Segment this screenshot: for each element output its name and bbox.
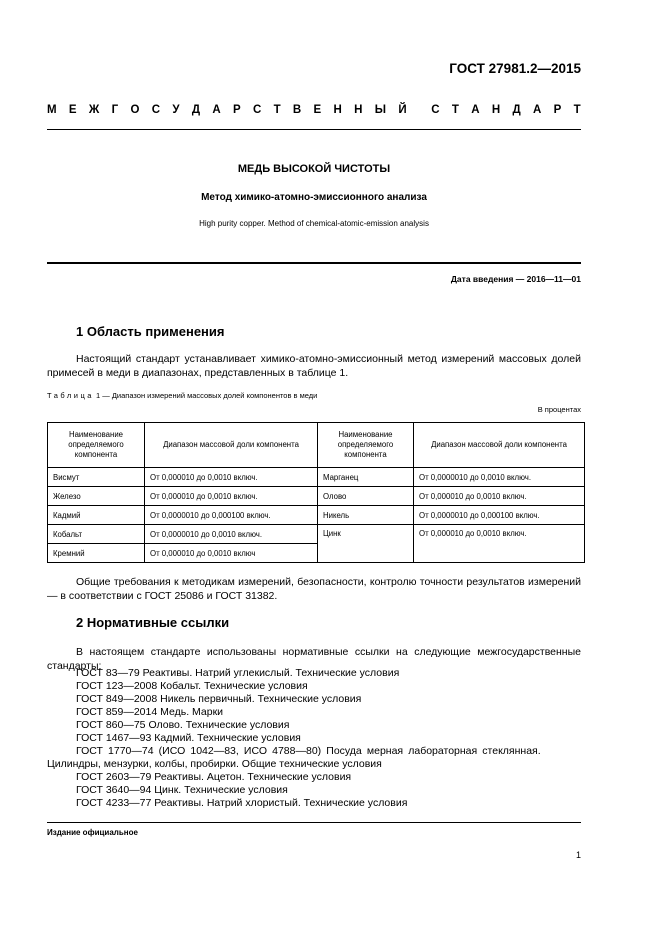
table-row bbox=[48, 468, 585, 487]
table-caption bbox=[47, 391, 317, 400]
reference-item: ГОСТ 1467—93 Кадмий. Технические условия bbox=[76, 732, 301, 744]
section-1-heading: 1 Область применения bbox=[76, 324, 225, 339]
reference-item: ГОСТ 123—2008 Кобальт. Технические условия bbox=[76, 680, 308, 692]
label-letter: Р bbox=[232, 104, 241, 116]
label-letter: Н bbox=[491, 104, 501, 116]
section-1-paragraph-2 bbox=[47, 575, 581, 603]
label-letter: Н bbox=[333, 104, 342, 116]
label-letter: Е bbox=[68, 104, 77, 116]
footer-divider bbox=[47, 822, 581, 823]
label-letter: С bbox=[252, 104, 262, 116]
english-title: High purity copper. Method of chemical-atomic-emission analysis bbox=[199, 219, 429, 228]
label-letter: С bbox=[151, 104, 161, 116]
table-cell: От 0,0000010 до 0,000100 включ. bbox=[414, 506, 585, 525]
gost-number: ГОСТ 27981.2—2015 bbox=[449, 61, 581, 76]
reference-item: ГОСТ 3640—94 Цинк. Технические условия bbox=[76, 784, 288, 796]
table-header: Наименование определяемого компонента bbox=[318, 423, 414, 468]
table-cell: Олово bbox=[318, 487, 414, 506]
standard-type-label bbox=[47, 104, 581, 116]
table-cell: Кобальт bbox=[48, 525, 145, 544]
label-letter: Т bbox=[451, 104, 459, 116]
document-title: МЕДЬ ВЫСОКОЙ ЧИСТОТЫ bbox=[237, 163, 391, 175]
table-header: Диапазон массовой доли компонента bbox=[145, 423, 318, 468]
reference-item: ГОСТ 860—75 Олово. Технические условия bbox=[76, 719, 290, 731]
table-cell: Никель bbox=[318, 506, 414, 525]
label-letter: Д bbox=[191, 104, 201, 116]
label-letter: А bbox=[471, 104, 480, 116]
reference-item: ГОСТ 83—79 Реактивы. Натрий углекислый. Технические условия bbox=[76, 667, 400, 679]
table-header: Наименование определяемого компонента bbox=[48, 423, 145, 468]
label-letter: Н bbox=[354, 104, 363, 116]
table-caption-text: 1 — Диапазон измерений массовых долей компонентов в меди bbox=[93, 391, 318, 400]
references-list bbox=[47, 667, 541, 810]
paragraph-text: Настоящий стандарт устанавливает химико-атомно-эмиссионный метод измерений массовых долей примесей в меди в диапазонах, представленных в таблице 1. bbox=[47, 353, 581, 379]
reference-item-continuation: Цилиндры, мензурки, колбы, пробирки. Общие технические условия bbox=[47, 758, 382, 770]
reference-item: ГОСТ 4233—77 Реактивы. Натрий хлористый. Технические условия bbox=[76, 797, 408, 809]
introduction-date: Дата введения — 2016—11—01 bbox=[450, 274, 581, 284]
reference-item: ГОСТ 1770—74 (ИСО 1042—83, ИСО 4788—80) Посуда мерная лабораторная стеклянная. bbox=[76, 745, 541, 757]
table-units: В процентах bbox=[537, 405, 581, 414]
label-letter: А bbox=[212, 104, 221, 116]
paragraph-text: В настоящем стандарте использованы нормативные ссылки на следующие межгосударственные стандарты: bbox=[47, 646, 581, 672]
title-divider bbox=[47, 262, 581, 264]
table-cell: От 0,000010 до 0,0010 включ. bbox=[414, 487, 585, 506]
label-letter: У bbox=[172, 104, 180, 116]
table-cell: От 0,0000010 до 0,000100 включ. bbox=[145, 506, 318, 525]
table-caption-prefix: Таблица bbox=[47, 391, 94, 400]
label-letter: Ж bbox=[88, 104, 100, 116]
edition-label: Издание официальное bbox=[47, 828, 138, 837]
table-cell: Кремний bbox=[48, 544, 145, 563]
document-subtitle: Метод химико-атомно-эмиссионного анализа bbox=[201, 192, 427, 203]
label-letter: О bbox=[130, 104, 140, 116]
header-divider bbox=[47, 129, 581, 130]
table-row bbox=[48, 487, 585, 506]
label-letter: Г bbox=[111, 104, 119, 116]
reference-item: ГОСТ 849—2008 Никель первичный. Технические условия bbox=[76, 693, 362, 705]
label-letter: Т bbox=[273, 104, 281, 116]
label-letter: А bbox=[532, 104, 542, 116]
table-cell: Марганец bbox=[318, 468, 414, 487]
table-cell: Железо bbox=[48, 487, 145, 506]
table-header-row bbox=[48, 423, 585, 468]
label-letter: М bbox=[47, 104, 57, 116]
section-2-heading: 2 Нормативные ссылки bbox=[76, 615, 230, 630]
table-cell: От 0,000010 до 0,0010 включ. bbox=[414, 525, 585, 563]
ranges-table bbox=[47, 422, 585, 563]
label-letter: Е bbox=[313, 104, 322, 116]
table-cell: Висмут bbox=[48, 468, 145, 487]
table-cell: От 0,000010 до 0,0010 включ bbox=[145, 544, 318, 563]
label-letter: Ы bbox=[374, 104, 387, 116]
label-letter: В bbox=[292, 104, 302, 116]
table-header: Диапазон массовой доли компонента bbox=[414, 423, 585, 468]
table-cell: Кадмий bbox=[48, 506, 145, 525]
section-1-paragraph bbox=[47, 352, 581, 380]
reference-item: ГОСТ 859—2014 Медь. Марки bbox=[76, 706, 224, 718]
table-row bbox=[48, 525, 585, 544]
label-letter: Р bbox=[553, 104, 562, 116]
label-letter: Д bbox=[512, 104, 521, 116]
label-letter: Й bbox=[398, 104, 407, 116]
reference-item: ГОСТ 2603—79 Реактивы. Ацетон. Технические условия bbox=[76, 771, 352, 783]
table-cell: От 0,000010 до 0,0010 включ. bbox=[145, 468, 318, 487]
table-cell: Цинк bbox=[318, 525, 414, 563]
table-row bbox=[48, 506, 585, 525]
label-letter: Т bbox=[573, 104, 581, 116]
table-cell: От 0,0000010 до 0,0010 включ. bbox=[145, 525, 318, 544]
table-cell: От 0,000010 до 0,0010 включ. bbox=[145, 487, 318, 506]
page-number: 1 bbox=[575, 850, 581, 860]
label-letter: С bbox=[431, 104, 440, 116]
table-cell: От 0,0000010 до 0,0010 включ. bbox=[414, 468, 585, 487]
paragraph-text: Общие требования к методикам измерений, безопасности, контролю точности результатов измерений — в соответствии с ГОСТ 25086 и ГОСТ 31382. bbox=[47, 576, 581, 602]
